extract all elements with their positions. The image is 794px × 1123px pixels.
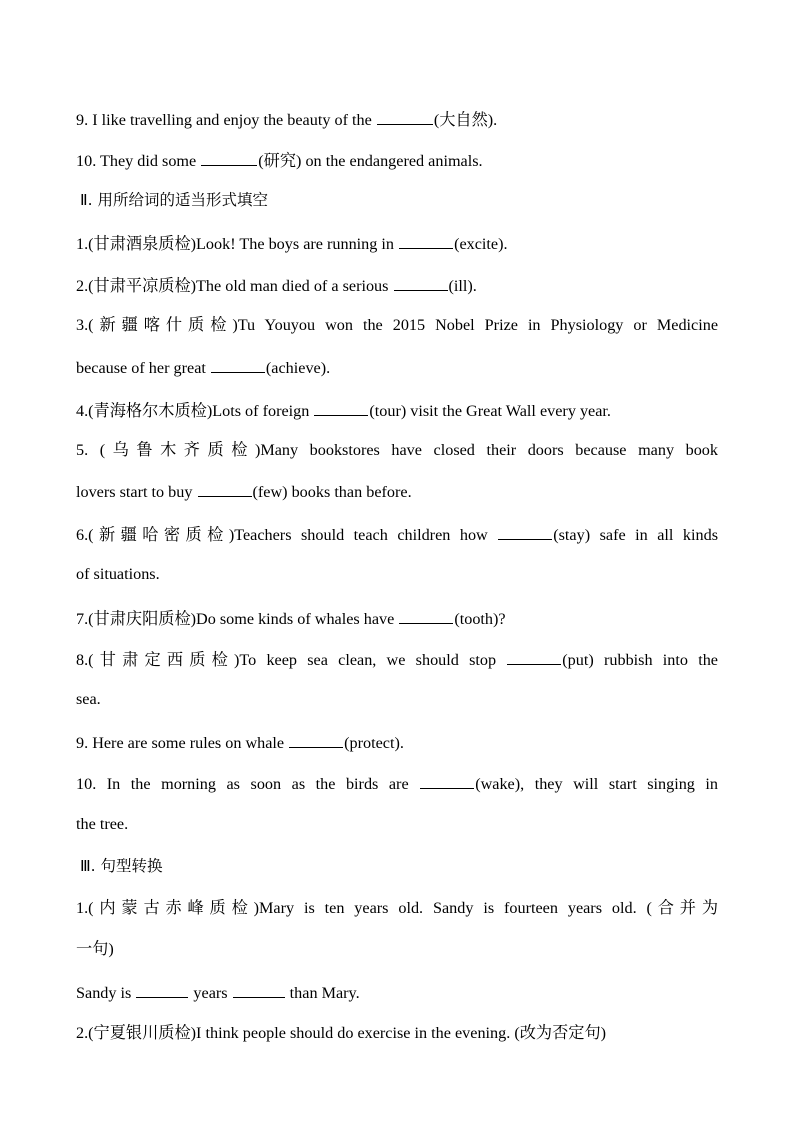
answer-blank[interactable] [211,356,265,373]
s2-question-8: 8.(甘肃定西质检)To keep sea clean, we should stop (put) rubbish into the [76,648,718,670]
s2-question-6: 6.(新疆哈密质检)Teachers should teach children how (stay) safe in all kinds [76,523,718,545]
s2-question-3: 3.(新疆喀什质检)Tu Youyou won the 2015 Nobel Prize in Physiology or Medicine [76,316,719,334]
s2-question-10-cont: the tree. [76,815,129,833]
s2-question-2: 2.(甘肃平凉质检)The old man died of a serious (ill). [76,274,718,296]
instruction: (改为否定句) [514,1024,607,1042]
source-tag: (甘肃定西质检) [88,651,240,670]
s2-question-9: 9. Here are some rules on whale (protect). [76,731,718,753]
s2-question-5-cont: lovers start to buy (few) books than before. [76,480,718,502]
answer-blank[interactable] [201,149,257,166]
source-tag: (宁夏银川质检) [88,1024,197,1042]
answer-blank[interactable] [136,981,188,998]
s2-question-3-cont: because of her great (achieve). [76,356,718,378]
instruction: (合并为 [646,899,719,917]
s2-question-8-cont: sea. [76,690,101,708]
s2-question-5: 5. (乌鲁木齐质检)Many bookstores have closed their doors because many book [76,441,718,459]
s2-question-4: 4.(青海格尔木质检)Lots of foreign (tour) visit the Great Wall every year. [76,399,718,421]
source-tag: (甘肃平凉质检) [88,277,197,296]
answer-blank[interactable] [198,480,252,497]
section-3-heading: Ⅲ. 句型转换 [80,857,163,875]
source-tag: (甘肃酒泉质检) [88,235,197,254]
s3-question-1-instruction-cont: 一句) [76,940,114,958]
answer-blank[interactable] [289,731,343,748]
s2-question-6-cont: of situations. [76,565,160,583]
source-tag: (甘肃庆阳质检) [88,610,197,629]
source-tag: (新疆哈密质检) [88,526,235,545]
s2-question-1: 1.(甘肃酒泉质检)Look! The boys are running in (excite). [76,232,718,254]
source-tag: (内蒙古赤峰质检) [88,899,259,917]
source-tag: (新疆喀什质检) [88,316,238,334]
s3-question-1: 1.(内蒙古赤峰质检)Mary is ten years old. Sandy is fourteen years old. (合并为 [76,899,719,917]
answer-blank[interactable] [399,232,453,249]
answer-blank[interactable] [314,399,368,416]
source-tag: (乌鲁木齐质检) [99,441,261,459]
section-2-heading: Ⅱ. 用所给词的适当形式填空 [80,191,268,209]
source-tag: (青海格尔木质检) [88,402,213,421]
s2-question-7: 7.(甘肃庆阳质检)Do some kinds of whales have (tooth)? [76,607,718,629]
answer-blank[interactable] [507,648,561,665]
answer-blank[interactable] [233,981,285,998]
answer-blank[interactable] [399,607,453,624]
answer-blank[interactable] [394,274,448,291]
question-10-research: 10. They did some (研究) on the endangered animals. [76,149,718,171]
s3-question-1-answer: Sandy is years than Mary. [76,981,718,1003]
s2-question-10: 10. In the morning as soon as the birds are (wake), they will start singing in [76,772,718,794]
question-9-nature: 9. I like travelling and enjoy the beauty of the (大自然). [76,108,718,130]
answer-blank[interactable] [498,523,552,540]
answer-blank[interactable] [420,772,474,789]
s3-question-2: 2.(宁夏银川质检)I think people should do exercise in the evening. (改为否定句) [76,1024,607,1042]
answer-blank[interactable] [377,108,433,125]
